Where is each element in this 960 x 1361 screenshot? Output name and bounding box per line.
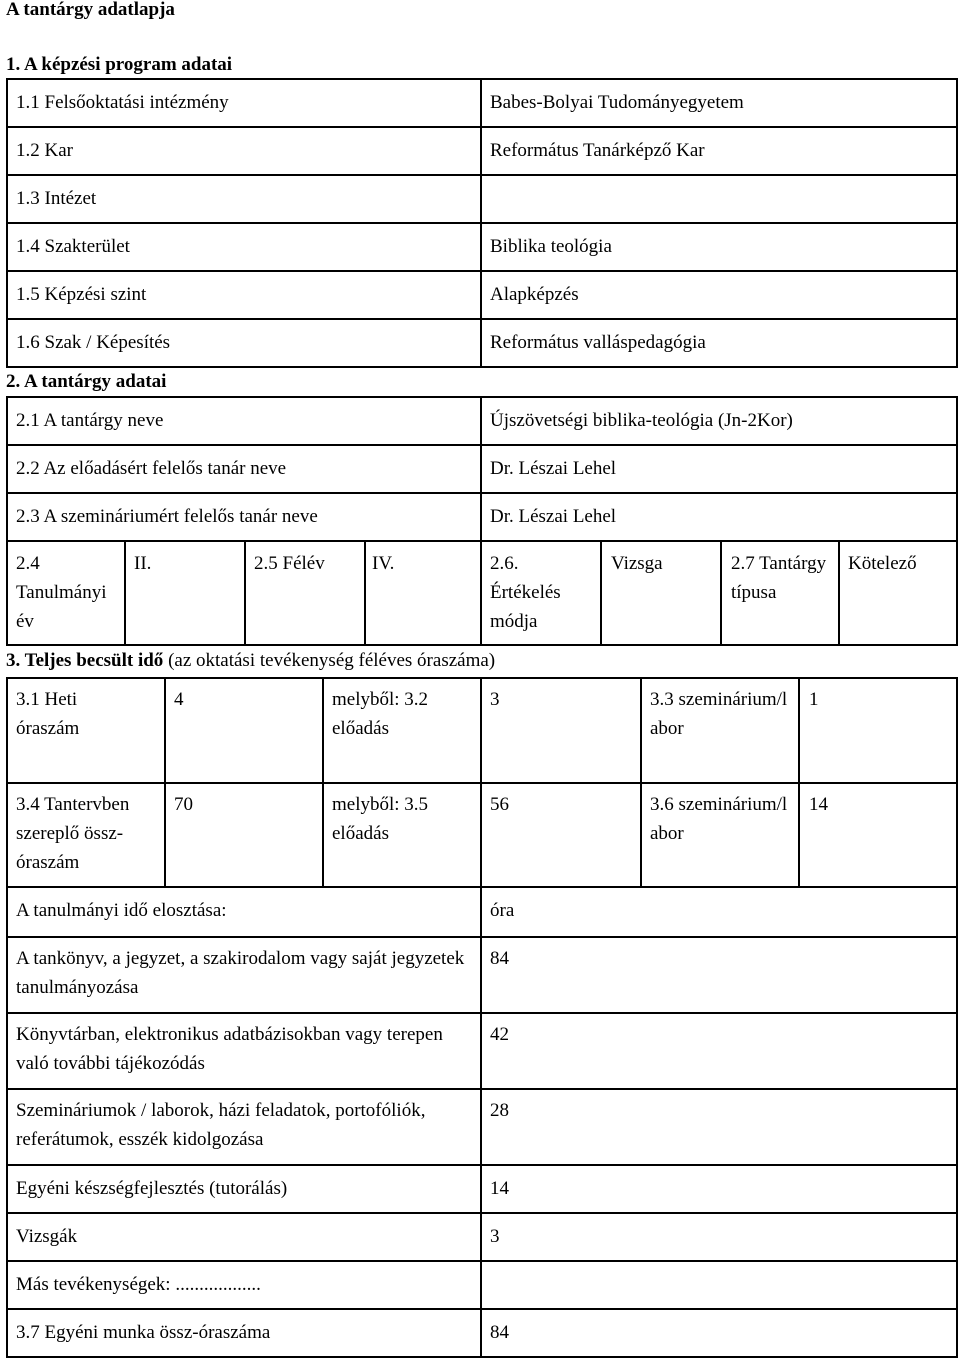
- row-label: 1.3 Intézet: [16, 188, 97, 209]
- distribution-row-value: 42: [490, 1024, 509, 1045]
- row-label: 1.4 Szakterület: [16, 236, 130, 257]
- row-label: 2.1 A tantárgy neve: [16, 410, 164, 431]
- distribution-row-label: Vizsgák: [16, 1226, 78, 1247]
- individual-work-total-label: 3.7 Egyéni munka össz-óraszáma: [16, 1322, 271, 1343]
- evaluation-label: 2.6. Értékelés módja: [490, 553, 561, 632]
- semester-label: 2.5 Félév: [254, 553, 325, 574]
- distribution-row-value: 28: [490, 1100, 509, 1121]
- section-2-heading: 2. A tantárgy adatai: [6, 371, 167, 392]
- semester-value: IV.: [372, 553, 395, 574]
- row-value: Dr. Lészai Lehel: [490, 506, 617, 527]
- distribution-row-label: Könyvtárban, elektronikus adatbázisokban vagy terepen való további tájékozódás: [16, 1024, 443, 1074]
- row-label: 1.6 Szak / Képesítés: [16, 332, 171, 353]
- row-value: Református valláspedagógia: [490, 332, 706, 353]
- weekly-hours-label: 3.1 Heti óraszám: [16, 689, 80, 739]
- evaluation-value: Vizsga: [611, 553, 663, 574]
- row-label: 2.2 Az előadásért felelős tanár neve: [16, 458, 287, 479]
- subject-type-label: 2.7 Tantárgy típusa: [731, 553, 827, 603]
- total-seminar-value: 14: [809, 794, 828, 815]
- section-3-heading: [6, 646, 495, 675]
- weekly-seminar-label: 3.3 szeminárium/labor: [650, 689, 788, 739]
- row-value: Református Tanárképző Kar: [490, 140, 705, 161]
- section-1-heading: 1. A képzési program adatai: [6, 54, 233, 75]
- row-value: Újszövetségi biblika-teológia (Jn-2Kor): [490, 410, 793, 431]
- row-label: 1.2 Kar: [16, 140, 73, 161]
- individual-work-total-value: 84: [490, 1322, 509, 1343]
- row-label: 2.3 A szemináriumért felelős tanár neve: [16, 506, 318, 527]
- row-value: Biblika teológia: [490, 236, 612, 257]
- weekly-seminar-value: 1: [809, 689, 819, 710]
- row-value: Dr. Lészai Lehel: [490, 458, 617, 479]
- weekly-lecture-label: melyből: 3.2 előadás: [332, 689, 429, 739]
- row-value: Alapképzés: [490, 284, 579, 305]
- total-seminar-label: 3.6 szeminárium/labor: [650, 794, 788, 844]
- total-lecture-label: melyből: 3.5 előadás: [332, 794, 429, 844]
- weekly-lecture-value: 3: [490, 689, 500, 710]
- weekly-hours-value: 4: [174, 689, 184, 710]
- row-value: Babes-Bolyai Tudományegyetem: [490, 92, 744, 113]
- distribution-row-label: Szemináriumok / laborok, házi feladatok, portofóliók, referátumok, esszék kidolgozása: [16, 1100, 426, 1150]
- distribution-row-label: Más tevékenységek: ..................: [16, 1274, 261, 1295]
- row-label: 1.5 Képzési szint: [16, 284, 147, 305]
- section-3-heading-bold: 3. Teljes becsült idő: [6, 650, 164, 671]
- row-label: 1.1 Felsőoktatási intézmény: [16, 92, 229, 113]
- total-hours-value: 70: [174, 794, 193, 815]
- distribution-header-label: A tanulmányi idő elosztása:: [16, 900, 227, 921]
- total-lecture-value: 56: [490, 794, 509, 815]
- distribution-row-value: 84: [490, 948, 509, 969]
- year-value: II.: [134, 553, 152, 574]
- subject-type-value: Kötelező: [848, 553, 917, 574]
- distribution-row-value: 3: [490, 1226, 500, 1247]
- section-3-heading-rest: (az oktatási tevékenység féléves óraszáma): [168, 650, 496, 671]
- distribution-header-unit: óra: [490, 900, 515, 921]
- distribution-row-value: 14: [490, 1178, 509, 1199]
- distribution-row-label: Egyéni készségfejlesztés (tutorálás): [16, 1178, 288, 1199]
- distribution-row-label: A tankönyv, a jegyzet, a szakirodalom vagy saját jegyzetek tanulmányozása: [16, 948, 465, 998]
- year-label: 2.4 Tanulmányi év: [16, 553, 107, 632]
- document-title: A tantárgy adatlapja: [6, 0, 175, 20]
- total-hours-label: 3.4 Tantervben szereplő össz-óraszám: [16, 794, 130, 873]
